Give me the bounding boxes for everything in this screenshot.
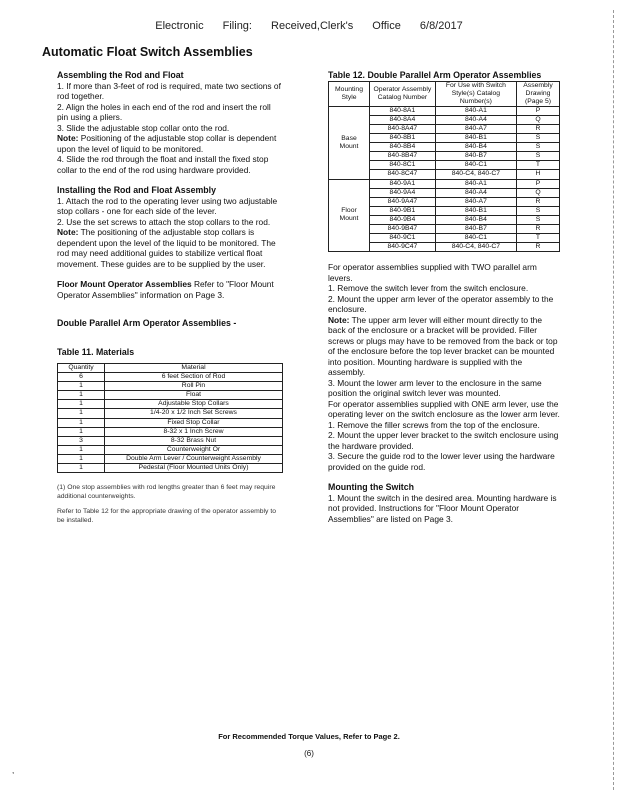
step-text: 2. Mount the upper lever bracket to the switch enclosure using the hardware provided. <box>328 430 559 451</box>
switch-catalog-cell: 840-A1 <box>435 106 516 115</box>
mounting-style-cell: Base Mount <box>329 106 370 179</box>
table-row <box>329 106 560 115</box>
table-row <box>58 445 283 454</box>
material-cell: 1/4-20 x 1/2 Inch Set Screws <box>105 409 283 418</box>
header-office: Office <box>372 20 401 32</box>
operator-catalog-cell: 840-9C47 <box>370 243 436 252</box>
step-text: 1. Remove the switch lever from the switch enclosure. <box>328 283 529 294</box>
floor-mount-text: Refer to "Floor Mount Operator Assemblies" information on Page 3. <box>57 279 274 300</box>
table-header-row <box>58 364 283 373</box>
operator-catalog-cell: 840-9C1 <box>370 234 436 243</box>
table-header-row <box>329 81 560 106</box>
note-text: The positioning of the adjustable stop collars is dependent upon the level of the liquid to be monitored. The rod may need additional guides to stabilize vertical float movement. These guides are to be supplied by the user. <box>57 227 276 269</box>
quantity-cell: 1 <box>58 427 105 436</box>
drawing-cell: S <box>517 134 560 143</box>
materials-table <box>57 363 283 473</box>
drawing-cell: R <box>517 124 560 133</box>
step-text: 1. Remove the filler screws from the top of the enclosure. <box>328 419 540 430</box>
right-column <box>328 70 560 524</box>
torque-reference: For Recommended Torque Values, Refer to Page 2. <box>218 732 400 741</box>
switch-catalog-cell: 840-C4, 840-C7 <box>435 243 516 252</box>
table-row <box>58 418 283 427</box>
column-header-quantity: Quantity <box>58 364 105 373</box>
section-heading-assembling: Assembling the Rod and Float <box>57 70 184 80</box>
step-text: 1. Attach the rod to the operating lever using two adjustable stop collars - one for each side of the lever. <box>57 195 278 216</box>
header-electronic: Electronic <box>155 20 204 32</box>
left-column <box>57 70 283 525</box>
table-row <box>58 391 283 400</box>
quantity-cell: 1 <box>58 445 105 454</box>
quantity-cell: 6 <box>58 373 105 382</box>
operator-catalog-cell: 840-9A4 <box>370 188 436 197</box>
section-heading-double-parallel: Double Parallel Arm Operator Assemblies - <box>57 318 237 328</box>
column-header-material: Material <box>105 364 283 373</box>
note-label: Note: <box>57 133 79 143</box>
section-heading-mounting: Mounting the Switch <box>328 482 415 493</box>
operator-catalog-cell: 840-9A1 <box>370 179 436 188</box>
step-text: 2. Align the holes in each end of the rod and insert the roll pin using a pliers. <box>57 101 271 122</box>
table-row <box>58 373 283 382</box>
step-text: 2. Mount the upper arm lever of the operator assembly to the enclosure. <box>328 293 554 315</box>
quantity-cell: 3 <box>58 436 105 445</box>
floor-mount-bold: Floor Mount Operator Assemblies <box>57 279 192 289</box>
drawing-cell: H <box>517 170 560 179</box>
step-text: 3. Mount the lower arm lever to the enclosure in the same position the original switch lever was mounted. <box>328 377 542 399</box>
drawing-cell: P <box>517 179 560 188</box>
operator-catalog-cell: 840-8C47 <box>370 170 436 179</box>
switch-catalog-cell: 840-A1 <box>435 179 516 188</box>
note-label: Note: <box>328 314 350 325</box>
operator-catalog-cell: 840-8A4 <box>370 115 436 124</box>
drawing-cell: R <box>517 243 560 252</box>
quantity-cell: 1 <box>58 418 105 427</box>
operator-table-body <box>329 106 560 252</box>
switch-catalog-cell: 840-B4 <box>435 215 516 224</box>
quantity-cell: 1 <box>58 391 105 400</box>
note-text: Positioning of the adjustable stop collar is dependent upon the level of liquid to be monitored. <box>57 133 277 154</box>
footnote-counterweights: (1) One stop assemblies with rod lengths greater than 6 feet may require additional counterweights. <box>57 484 276 501</box>
table-row <box>329 179 560 188</box>
switch-catalog-cell: 840-C1 <box>435 234 516 243</box>
table12-title: Table 12. Double Parallel Arm Operator Assemblies <box>328 70 542 80</box>
table11-title: Table 11. Materials <box>57 346 135 357</box>
drawing-cell: Q <box>517 188 560 197</box>
material-cell: Counterweight Or <box>105 445 283 454</box>
switch-catalog-cell: 840-B4 <box>435 143 516 152</box>
switch-catalog-cell: 840-A7 <box>435 197 516 206</box>
note-label: Note: <box>57 227 79 237</box>
column-header-operator-assembly: Operator Assembly Catalog Number <box>370 81 436 106</box>
intro-two-levers: For operator assemblies supplied with TWO parallel arm levers. <box>328 262 537 283</box>
table-row <box>58 464 283 473</box>
table-row <box>58 454 283 463</box>
mounting-text: 1. Mount the switch in the desired area. Mounting hardware is not provided. Instructions for "Floor Mount Operator Assemblies" are listed on Page 3. <box>328 492 557 524</box>
page-number: (6) <box>304 749 314 758</box>
switch-catalog-cell: 840-C1 <box>435 161 516 170</box>
material-cell: Float <box>105 391 283 400</box>
floor-mount-reference <box>57 279 283 300</box>
header-filing: Filing: <box>222 20 252 32</box>
step-text: 4. Slide the rod through the float and install the fixed stop collar to the end of the rod using hardware provided. <box>57 154 269 175</box>
material-cell: 6 feet Section of Rod <box>105 373 283 382</box>
switch-catalog-cell: 840-A4 <box>435 188 516 197</box>
operator-catalog-cell: 840-8B1 <box>370 134 436 143</box>
note-paragraph <box>328 315 560 378</box>
column-header-switch-style: For Use with Switch Style(s) Catalog Number(s) <box>435 81 516 106</box>
quantity-cell: 1 <box>58 464 105 473</box>
operator-assemblies-table <box>328 81 560 253</box>
header-date: 6/8/2017 <box>419 20 463 32</box>
drawing-cell: S <box>517 206 560 215</box>
note-text: The upper arm lever will either mount directly to the back of the enclosure or a bracket will be provided. Filler screws or plugs may have to be removed from the back or top of the enclosure before the top lever bracket can be mounted into position. Mounting hardware is supplied with the assembly. <box>328 314 558 378</box>
operator-catalog-cell: 840-8A1 <box>370 106 436 115</box>
column-header-mounting-style: Mounting Style <box>329 81 370 106</box>
switch-catalog-cell: 840-B1 <box>435 206 516 215</box>
switch-catalog-cell: 840-B7 <box>435 225 516 234</box>
column-header-assembly-drawing: Assembly Drawing (Page 5) <box>517 81 560 106</box>
drawing-cell: Q <box>517 115 560 124</box>
material-cell: Pedestal (Floor Mounted Units Only) <box>105 464 283 473</box>
step-text: 2. Use the set screws to attach the stop collars to the rod. <box>57 216 271 227</box>
drawing-cell: R <box>517 225 560 234</box>
table-row <box>58 427 283 436</box>
table-row <box>58 382 283 391</box>
table-row <box>58 436 283 445</box>
intro-one-lever: For operator assemblies supplied with ONE arm lever, use the operating lever on the switch enclosure as the lower arm lever. <box>328 398 560 420</box>
drawing-cell: S <box>517 143 560 152</box>
operator-catalog-cell: 840-8A47 <box>370 124 436 133</box>
operator-catalog-cell: 840-9B4 <box>370 215 436 224</box>
drawing-cell: S <box>517 215 560 224</box>
drawing-cell: P <box>517 106 560 115</box>
drawing-cell: T <box>517 161 560 170</box>
quantity-cell: 1 <box>58 409 105 418</box>
drawing-cell: S <box>517 152 560 161</box>
scan-edge-marks <box>605 10 614 790</box>
step-text: 3. Slide the adjustable stop collar onto the rod. <box>57 122 230 133</box>
materials-table-body <box>58 373 283 473</box>
operator-catalog-cell: 840-8B4 <box>370 143 436 152</box>
drawing-cell: R <box>517 197 560 206</box>
material-cell: Adjustable Stop Collars <box>105 400 283 409</box>
drawing-cell: T <box>517 234 560 243</box>
material-cell: Roll Pin <box>105 382 283 391</box>
switch-catalog-cell: 840-A7 <box>435 124 516 133</box>
header-received: Received,Clerk's <box>271 20 354 32</box>
quantity-cell: 1 <box>58 454 105 463</box>
scan-mark: , <box>12 766 15 775</box>
material-cell: 8-32 Brass Nut <box>105 436 283 445</box>
operator-catalog-cell: 840-8B47 <box>370 152 436 161</box>
quantity-cell: 1 <box>58 400 105 409</box>
switch-catalog-cell: 840-A4 <box>435 115 516 124</box>
operator-catalog-cell: 840-9B47 <box>370 225 436 234</box>
switch-catalog-cell: 840-C4, 840-C7 <box>435 170 516 179</box>
page-title: Automatic Float Switch Assemblies <box>42 45 253 59</box>
switch-catalog-cell: 840-B7 <box>435 152 516 161</box>
switch-catalog-cell: 840-B1 <box>435 134 516 143</box>
table-row <box>58 400 283 409</box>
filing-header <box>0 20 618 32</box>
step-text: 1. If more than 3-feet of rod is required, mate two sections of rod together. <box>57 80 281 101</box>
material-cell: Fixed Stop Collar <box>105 418 283 427</box>
quantity-cell: 1 <box>58 382 105 391</box>
table-row <box>58 409 283 418</box>
material-cell: Double Arm Lever / Counterweight Assembly <box>105 454 283 463</box>
operator-catalog-cell: 840-9B1 <box>370 206 436 215</box>
step-text: 3. Secure the guide rod to the lower lever using the hardware provided on the guide rod. <box>328 451 555 472</box>
mounting-style-cell: Floor Mount <box>329 179 370 252</box>
material-cell: 8-32 x 1 Inch Screw <box>105 427 283 436</box>
footnote-drawing-reference: Refer to Table 12 for the appropriate drawing of the operator assembly to be installed. <box>57 508 277 525</box>
note-paragraph <box>57 227 283 269</box>
operator-catalog-cell: 840-9A47 <box>370 197 436 206</box>
section-heading-installing: Installing the Rod and Float Assembly <box>57 185 217 195</box>
note-paragraph <box>57 133 283 154</box>
operator-catalog-cell: 840-8C1 <box>370 161 436 170</box>
